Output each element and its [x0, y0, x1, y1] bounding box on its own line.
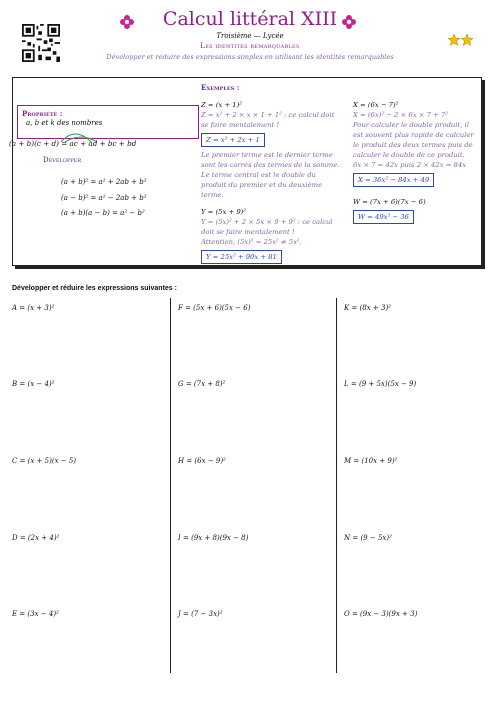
- property-title: Propriété :: [22, 109, 63, 118]
- example-w-statement: W = (7x + 6)(7x − 6): [353, 198, 426, 206]
- develop-label: Développer: [43, 156, 82, 164]
- property-box: [17, 105, 199, 139]
- exercise-m: M = (10x + 9)²: [344, 457, 398, 465]
- identity-square-sum: (a + b)² = a² + 2ab + b²: [61, 178, 147, 186]
- examples-heading: Exemples :: [201, 83, 240, 92]
- column-divider: [336, 298, 337, 673]
- example-z-step: Z = x² + 2 × x × 1 + 1² : ce calcul doit se faire mentalement !: [201, 111, 335, 129]
- exercise-d: D = (2x + 4)²: [12, 534, 60, 542]
- exercise-a: A = (x + 3)²: [12, 304, 55, 312]
- example-x-step: X = (6x)² − 2 × 6x × 7 + 7²: [353, 111, 448, 119]
- example-y-step: Y = (5x)² + 2 × 5x × 9 + 9² : ce calcul doit se faire mentalement !: [201, 218, 333, 236]
- property-text: a, b et k des nombres: [26, 119, 103, 127]
- example-y-statement: Y = (5x + 9)²: [201, 208, 247, 216]
- exercise-g: G = (7x + 8)²: [178, 380, 226, 388]
- example-y-note: Attention, (5x)² = 25x² ≠ 5x².: [201, 238, 302, 246]
- examples-column-1: [201, 100, 341, 267]
- exercise-k: K = (8x + 3)²: [344, 304, 391, 312]
- level-subtitle: Troisième — Lycée: [216, 32, 284, 40]
- examples-box: [9, 77, 482, 266]
- exercise-b: B = (x − 4)²: [12, 380, 55, 388]
- example-x-answer: X = 36x² − 84x + 49: [353, 173, 434, 187]
- exercise-j: J = (7 − 3x)²: [178, 610, 223, 618]
- exercise-l: L = (9 + 5x)(5x − 9): [344, 380, 417, 388]
- example-z-note: Le premier terme est le dernier terme sont les carrés des termes de la somme. Le terme central est le double du produit du premier et du deuxième terme.: [201, 151, 340, 199]
- objective-text: Développer et réduire des expressions simples en utilisant les identités remarquables: [106, 53, 394, 61]
- exercise-e: E = (3x − 4)²: [12, 610, 59, 618]
- example-w-answer: W = 49x² − 36: [353, 210, 414, 224]
- exercise-h: H = (6x − 9)²: [178, 457, 226, 465]
- column-divider: [170, 298, 171, 673]
- exercise-c: C = (x + 5)(x − 5): [12, 457, 77, 465]
- example-y-answer: Y = 25x² + 90x + 81: [201, 250, 282, 264]
- section-title: Les identités remarquables: [200, 42, 300, 50]
- example-z-statement: Z = (x + 1)²: [201, 101, 242, 109]
- distributive-formula: (a + b)(c + d) = ac + ad + bc + bd: [9, 139, 137, 148]
- examples-column-2: [353, 100, 477, 227]
- exercise-n: N = (9 − 5x)²: [344, 534, 392, 542]
- identity-square-difference: (a − b)² = a² − 2ab + b²: [61, 194, 147, 202]
- star-icon: [448, 34, 474, 46]
- exercise-i: I = (9x + 8)(9x − 8): [178, 534, 249, 542]
- example-x-note: Pour calculer le double produit, il est souvent plus rapide de calculer le produit des deux termes puis de calculer le double de ce produit.: [353, 121, 474, 159]
- exercise-f: F = (5x + 6)(5x − 6): [178, 304, 251, 312]
- flower-icon: [341, 14, 357, 30]
- worksheet-header: [0, 0, 500, 66]
- identity-product-sum-difference: (a + b)(a − b) = a² − b²: [61, 209, 145, 217]
- exercise-o: O = (9x − 3)(9x + 3): [344, 610, 418, 618]
- example-x-calc: 6x × 7 = 42x puis 2 × 42x = 84x: [353, 161, 467, 169]
- example-x-statement: X = (6x − 7)²: [353, 101, 399, 109]
- example-z-answer: Z = x² + 2x + 1: [201, 133, 265, 147]
- exercise-instruction: Développer et réduire les expressions suivantes :: [12, 285, 177, 292]
- page-title: Calcul littéral XIII: [162, 8, 338, 30]
